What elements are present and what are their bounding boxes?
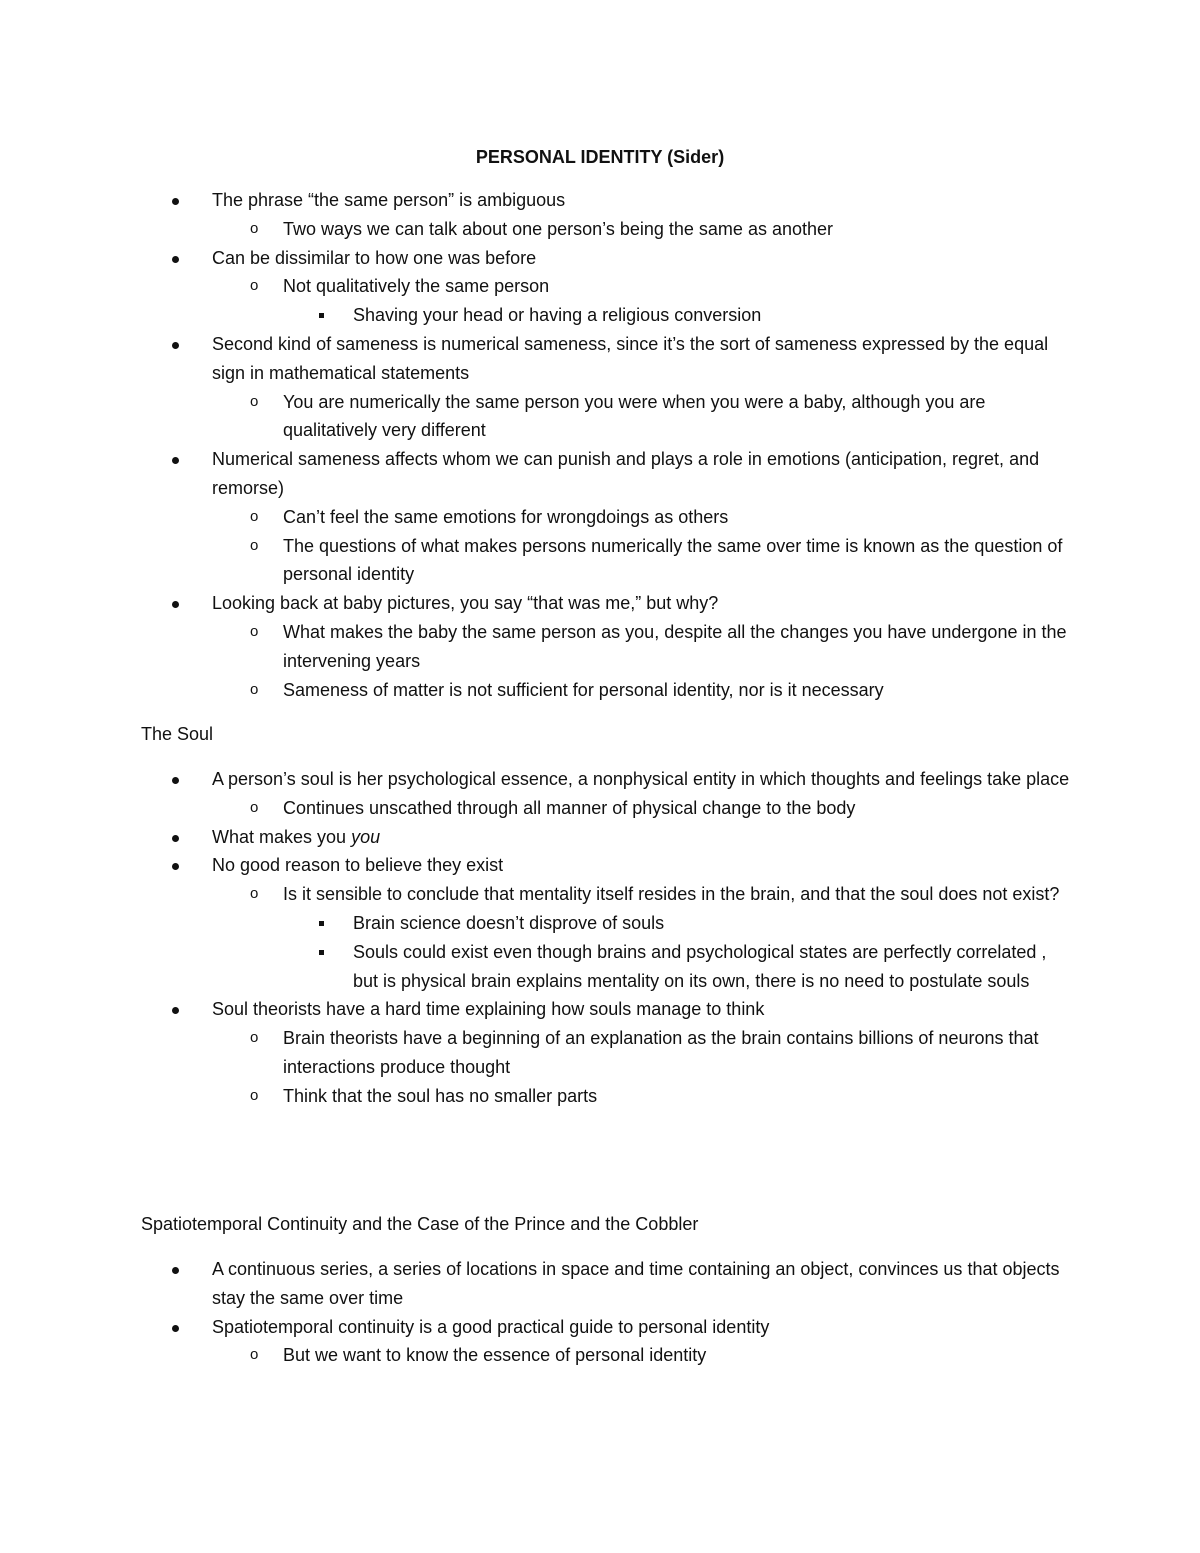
list-item: A person’s soul is her psychological essence, a nonphysical entity in which thoughts and feelings take place xyxy=(0,765,1200,794)
list-item: o Sameness of matter is not sufficient for personal identity, nor is it necessary xyxy=(0,676,1200,705)
bullet-square-icon xyxy=(319,301,324,330)
bullet-square-icon xyxy=(319,938,324,967)
list-item: o Continues unscathed through all manner of physical change to the body xyxy=(0,794,1200,823)
bullet-square-icon xyxy=(319,909,324,938)
bullet-circle-icon: o xyxy=(250,1086,259,1104)
bullet-circle-icon: o xyxy=(250,622,259,640)
bullet-dot-icon xyxy=(172,765,179,794)
list-item: Can be dissimilar to how one was before xyxy=(0,244,1200,273)
list-item xyxy=(0,823,1200,852)
bullet-dot-icon xyxy=(172,186,179,215)
list-item: o The questions of what makes persons numerically the same over time is known as the question of personal identity xyxy=(0,532,1200,590)
bullet-circle-icon: o xyxy=(250,219,259,237)
bullet-circle-icon: o xyxy=(250,1346,259,1364)
bullet-circle-icon: o xyxy=(250,680,259,698)
list-item: o You are numerically the same person you were when you were a baby, although you are qualitatively very different xyxy=(0,388,1200,446)
list-item: o Think that the soul has no smaller parts xyxy=(0,1082,1200,1111)
list-item: Second kind of sameness is numerical sameness, since it’s the sort of sameness expressed by the equal sign in mathematical statements xyxy=(0,330,1200,388)
bullet-dot-icon xyxy=(172,1313,179,1342)
list-item: Souls could exist even though brains and psychological states are perfectly correlated , but is physical brain explains mentality on its own, there is no need to postulate souls xyxy=(0,938,1200,996)
bullet-circle-icon: o xyxy=(250,507,259,525)
list-item: Spatiotemporal continuity is a good practical guide to personal identity xyxy=(0,1313,1200,1342)
list-item: o Is it sensible to conclude that mentality itself resides in the brain, and that the soul does not exist? xyxy=(0,880,1200,909)
list-item-text: What makes you xyxy=(212,826,352,847)
document-title: PERSONAL IDENTITY (Sider) xyxy=(475,147,725,167)
bullet-dot-icon xyxy=(172,1255,179,1284)
list-item: Brain science doesn’t disprove of souls xyxy=(0,909,1200,938)
bullet-circle-icon: o xyxy=(250,536,259,554)
list-item: Numerical sameness affects whom we can punish and plays a role in emotions (anticipation, regret, and remorse) xyxy=(0,445,1200,503)
list-item: o Can’t feel the same emotions for wrongdoings as others xyxy=(0,503,1200,532)
list-item: o Two ways we can talk about one person’s being the same as another xyxy=(0,215,1200,244)
bullet-circle-icon: o xyxy=(250,392,259,410)
bullet-dot-icon xyxy=(172,244,179,273)
list-item: o Brain theorists have a beginning of an explanation as the brain contains billions of neurons that interactions produce thought xyxy=(0,1024,1200,1082)
list-item: Looking back at baby pictures, you say “that was me,” but why? xyxy=(0,589,1200,618)
bullet-dot-icon xyxy=(172,330,179,359)
list-item: Soul theorists have a hard time explaining how souls manage to think xyxy=(0,995,1200,1024)
bullet-circle-icon: o xyxy=(250,277,259,295)
bullet-dot-icon xyxy=(172,445,179,474)
list-item: The phrase “the same person” is ambiguous xyxy=(0,186,1200,215)
section-spatiotemporal-list xyxy=(0,1255,1200,1370)
bullet-circle-icon: o xyxy=(250,885,259,903)
list-item-emphasis: you xyxy=(351,826,381,847)
list-item: A continuous series, a series of locations in space and time containing an object, convinces us that objects stay the same over time xyxy=(0,1255,1200,1313)
section-intro-list xyxy=(0,186,1200,704)
bullet-circle-icon: o xyxy=(250,798,259,816)
section-heading-spatiotemporal: Spatiotemporal Continuity and the Case of the Prince and the Cobbler xyxy=(141,1214,699,1234)
section-soul-list xyxy=(0,765,1200,1111)
bullet-dot-icon xyxy=(172,851,179,880)
list-item: o What makes the baby the same person as you, despite all the changes you have undergone in the intervening years xyxy=(0,618,1200,676)
list-item: o But we want to know the essence of personal identity xyxy=(0,1341,1200,1370)
list-item: o Not qualitatively the same person xyxy=(0,272,1200,301)
list-item: No good reason to believe they exist xyxy=(0,851,1200,880)
bullet-dot-icon xyxy=(172,995,179,1024)
bullet-dot-icon xyxy=(172,589,179,618)
list-item: Shaving your head or having a religious conversion xyxy=(0,301,1200,330)
bullet-dot-icon xyxy=(172,823,179,852)
bullet-circle-icon: o xyxy=(250,1029,259,1047)
section-heading-soul: The Soul xyxy=(141,724,214,744)
